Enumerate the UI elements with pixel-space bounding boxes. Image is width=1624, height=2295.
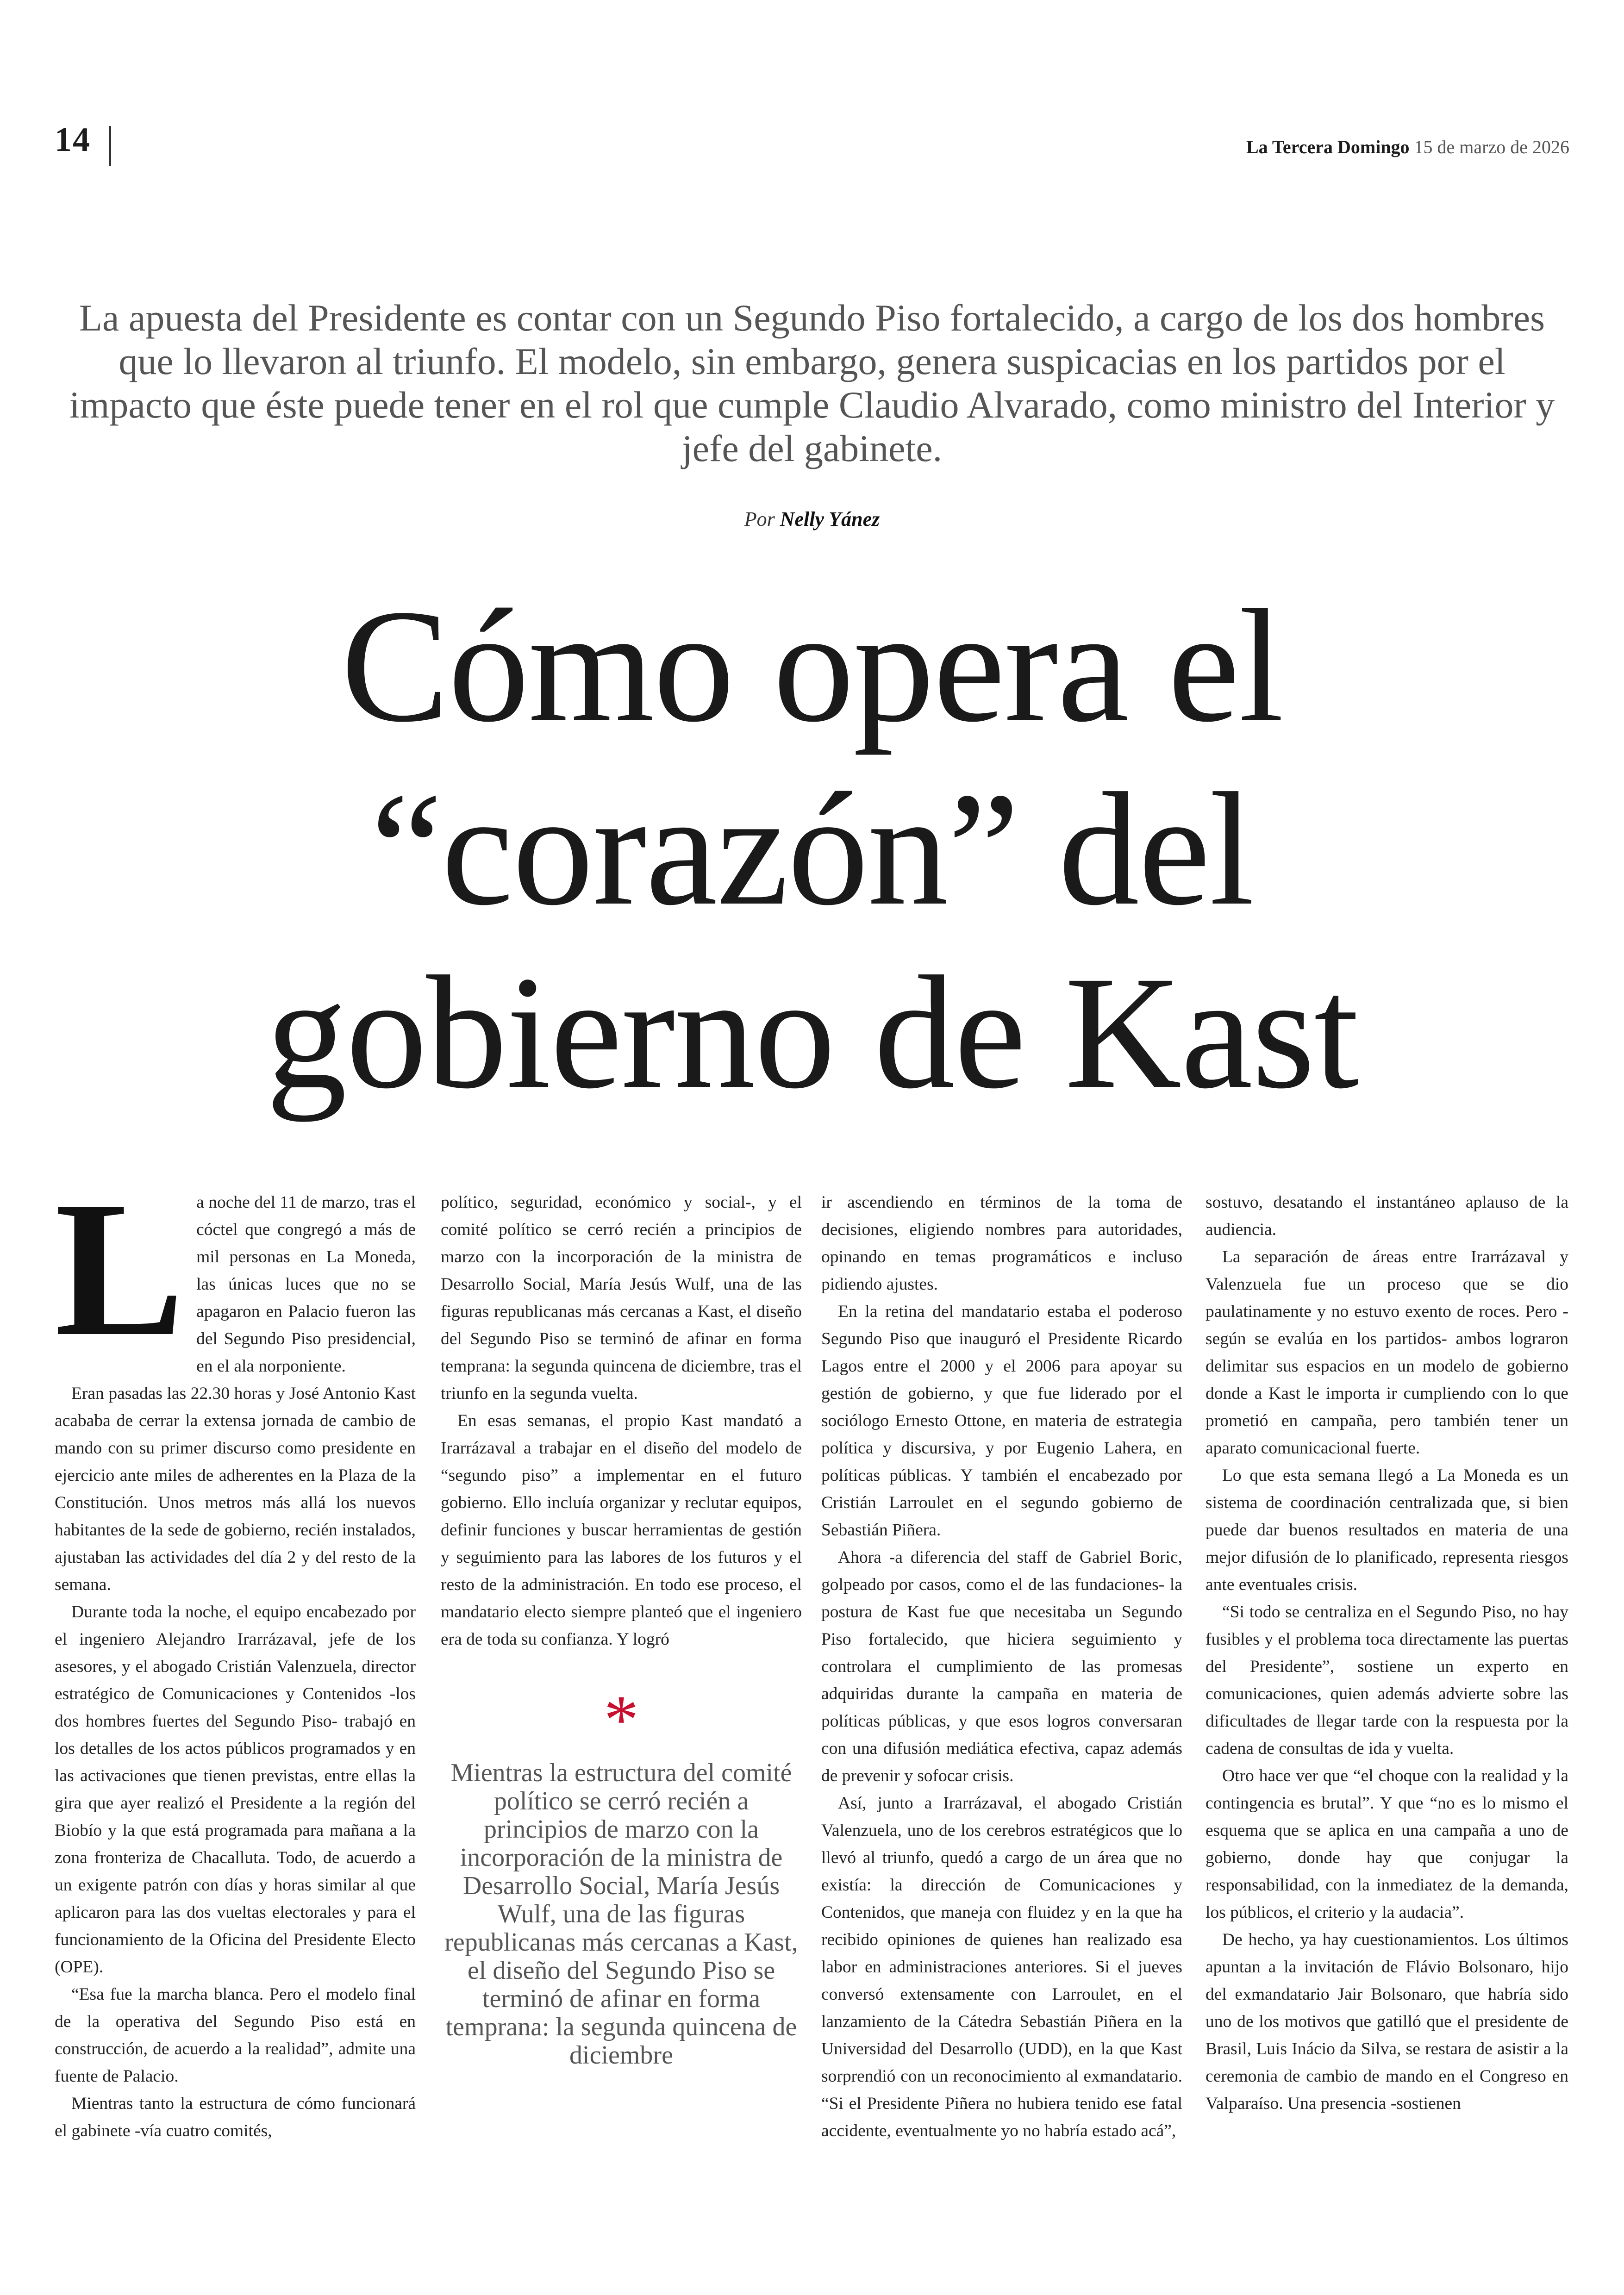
article-deck: La apuesta del Presidente es contar con un Segundo Piso fortalecido, a cargo de los dos hombres que lo llevaron al triunfo. El modelo, sin embargo, genera suspicacias en los partidos por el impacto que éste puede tener en el rol que cumple Claudio Alvarado, como ministro del Interior y jefe del gabinete. [69, 297, 1555, 469]
publication-date: 15 de marzo de 2026 [1414, 137, 1569, 157]
publication-line [1246, 136, 1569, 158]
body-paragraph: sostuvo, desatando el instantáneo aplauso de la audiencia. [1206, 1193, 1568, 1239]
body-paragraph: “Si todo se centraliza en el Segundo Piso, no hay fusibles y el problema toca directamente las puertas del Presidente”, sostiene un experto en comunicaciones, quien además advierte sobre las dificultades de llegar tarde con la respuesta por la cadena de consultas de ida y vuelta. [1206, 1603, 1568, 1758]
body-paragraph: Eran pasadas las 22.30 horas y José Antonio Kast acababa de cerrar la extensa jornada de cambio de mando con su primer discurso como presidente en ejercicio ante miles de adherentes en la Plaza de la Constitución. Unos metros más allá los nuevos habitantes de la sede de gobierno, recién instalados, ajustaban las actividades del día 2 y del resto de la semana. [55, 1384, 416, 1594]
headline-line-2: “corazón” del [370, 759, 1254, 939]
body-paragraph: Mientras tanto la estructura de cómo funcionará el gabinete -vía cuatro comités, [55, 2094, 416, 2140]
body-paragraph: Así, junto a Irarrázaval, el abogado Cristián Valenzuela, uno de los cerebros estratégicos que lo llevó al triunfo, quedó a cargo de un área que no existía: la dirección de Comunicaciones y Contenidos, que maneja con fluidez y en la que ha recibido opiniones de quienes han realizado esa labor en administraciones anteriores. Si el jueves conversó extensamente con Larroulet, en el lanzamiento de la Cátedra Sebastián Piñera en la Universidad del Desarrollo (UDD), en la que Kast sorprendió con un reconocimiento al exmandatario. “Si el Presidente Piñera no hubiera tenido ese fatal accidente, eventualmente yo no habría estado acá”, [821, 1794, 1182, 2140]
byline-author: Nelly Yánez [780, 508, 880, 530]
body-paragraph: “Esa fue la marcha blanca. Pero el modelo final de la operativa del Segundo Piso está en construcción, de acuerdo a la realidad”, admite una fuente de Palacio. [55, 1985, 416, 2086]
body-paragraph: De hecho, ya hay cuestionamientos. Los últimos apuntan a la invitación de Flávio Bolsonaro, hijo del exmandatario Jair Bolsonaro, que habría sido uno de los motivos que gatilló que el presidente de Brasil, Luis Inácio da Silva, se restara de asistir a la ceremonia de cambio de mando en el Congreso en Valparaíso. Una presencia -sostienen [1206, 1930, 1568, 2113]
body-paragraph: ir ascendiendo en términos de la toma de decisiones, eligiendo nombres para autoridades, opinando en temas programáticos e incluso pidiendo ajustes. [821, 1193, 1182, 1294]
publication-name: La Tercera Domingo [1246, 137, 1410, 157]
header-divider [109, 126, 111, 166]
body-column-1 [55, 1161, 416, 2145]
page-number: 14 [55, 121, 91, 159]
headline-line-3: gobierno de Kast [266, 942, 1358, 1122]
headline-line-1: Cómo opera el [341, 576, 1283, 755]
body-paragraph: En esas semanas, el propio Kast mandató a Irarrázaval a trabajar en el diseño del modelo de “segundo piso” a implementar en el futuro gobierno. Ello incluía organizar y reclutar equipos, definir funciones y buscar herramientas de gestión y seguimiento para las labores de los futuros y el resto de la administración. En todo ese proceso, el mandatario electo siempre planteó que el ingeniero era de toda su confianza. Y logró [441, 1411, 802, 1649]
body-paragraph: Lo que esta semana llegó a La Moneda es un sistema de coordinación centralizada que, si bien puede dar buenos resultados en materia de una mejor difusión de lo planificado, representa riesgos ante eventuales crisis. [1206, 1466, 1568, 1594]
byline [0, 507, 1624, 531]
body-paragraph: Ahora -a diferencia del staff de Gabriel Boric, golpeado por casos, como el de las fundaciones- la postura de Kast fue que necesitaba un Segundo Piso fortalecido, que hiciera seguimiento y controlara el cumplimiento de las promesas adquiridas durante la campaña en materia de políticas públicas, y que esos logros conversaran con una difusión mediática efectiva, capaz además de prevenir y sofocar crisis. [821, 1548, 1182, 1785]
drop-cap: L [55, 1161, 185, 1376]
body-paragraph: La noche del 11 de marzo, tras el cóctel que congregó a más de mil personas en La Moneda, las únicas luces que no se apagaron en Palacio fueron las del Segundo Piso presidencial, en el ala norponiente. [55, 1161, 416, 1376]
asterisk-icon: * [604, 1681, 639, 1758]
body-column-2 [441, 1189, 802, 1653]
body-paragraph: político, seguridad, económico y social-, y el comité político se cerró recién a principios de marzo con la incorporación de la ministra de Desarrollo Social, María Jesús Wulf, una de las figuras republicanas más cercanas a Kast, el diseño del Segundo Piso se terminó de afinar en forma temprana: la segunda quincena de diciembre, tras el triunfo en la segunda vuelta. [441, 1193, 802, 1403]
byline-prefix: Por [744, 508, 775, 530]
article-headline [0, 574, 1624, 1124]
body-paragraph: Otro hace ver que “el choque con la realidad y la contingencia es brutal”. Y que “no es lo mismo el esquema que se aplica en una campaña a uno de gobierno, donde hay que conjugar la responsabilidad, con la inmediatez de la demanda, los públicos, el criterio y la audacia”. [1206, 1766, 1568, 1922]
body-paragraph: En la retina del mandatario estaba el poderoso Segundo Piso que inauguró el Presidente Ricardo Lagos entre el 2000 y el 2006 para apoyar su gestión de gobierno, y que fue liderado por el sociólogo Ernesto Ottone, en materia de estrategia política y discursiva, y por Eugenio Lahera, en políticas públicas. Y también el encabezado por Cristián Larroulet en el segundo gobierno de Sebastián Piñera. [821, 1302, 1182, 1540]
body-column-3 [821, 1189, 1182, 2145]
pull-quote: Mientras la estructura del comité político se cerró recién a principios de marzo con la incorporación de la ministra de Desarrollo Social, María Jesús Wulf, una de las figuras republicanas más cercanas a Kast, el diseño del Segundo Piso se terminó de afinar en forma temprana: la segunda quincena de diciembre [444, 1759, 798, 2070]
body-column-4 [1206, 1189, 1568, 2117]
body-paragraph: La separación de áreas entre Irarrázaval y Valenzuela fue un proceso que se dio paulatinamente y no estuvo exento de roces. Pero -según se evalúa en los partidos- ambos lograron delimitar sus espacios en un modelo de gobierno donde a Kast le importa ir cumpliendo con lo que prometió en campaña, pero también tener un aparato comunicacional fuerte. [1206, 1247, 1568, 1458]
body-paragraph: Durante toda la noche, el equipo encabezado por el ingeniero Alejandro Irarrázaval, jefe de los asesores, y el abogado Cristián Valenzuela, director estratégico de Comunicaciones y Contenidos -los dos hombres fuertes del Segundo Piso- trabajó en los detalles de los actos públicos programados y en las activaciones que tienen previstas, entre ellas la gira que ayer realizó el Presidente a la región del Biobío y la que está programada para mañana a la zona fronteriza de Chacalluta. Todo, de acuerdo a un exigente patrón con días y horas similar al que aplicaron para las dos vueltas electorales y para el funcionamiento de la Oficina del Presidente Electo (OPE). [55, 1603, 416, 1977]
